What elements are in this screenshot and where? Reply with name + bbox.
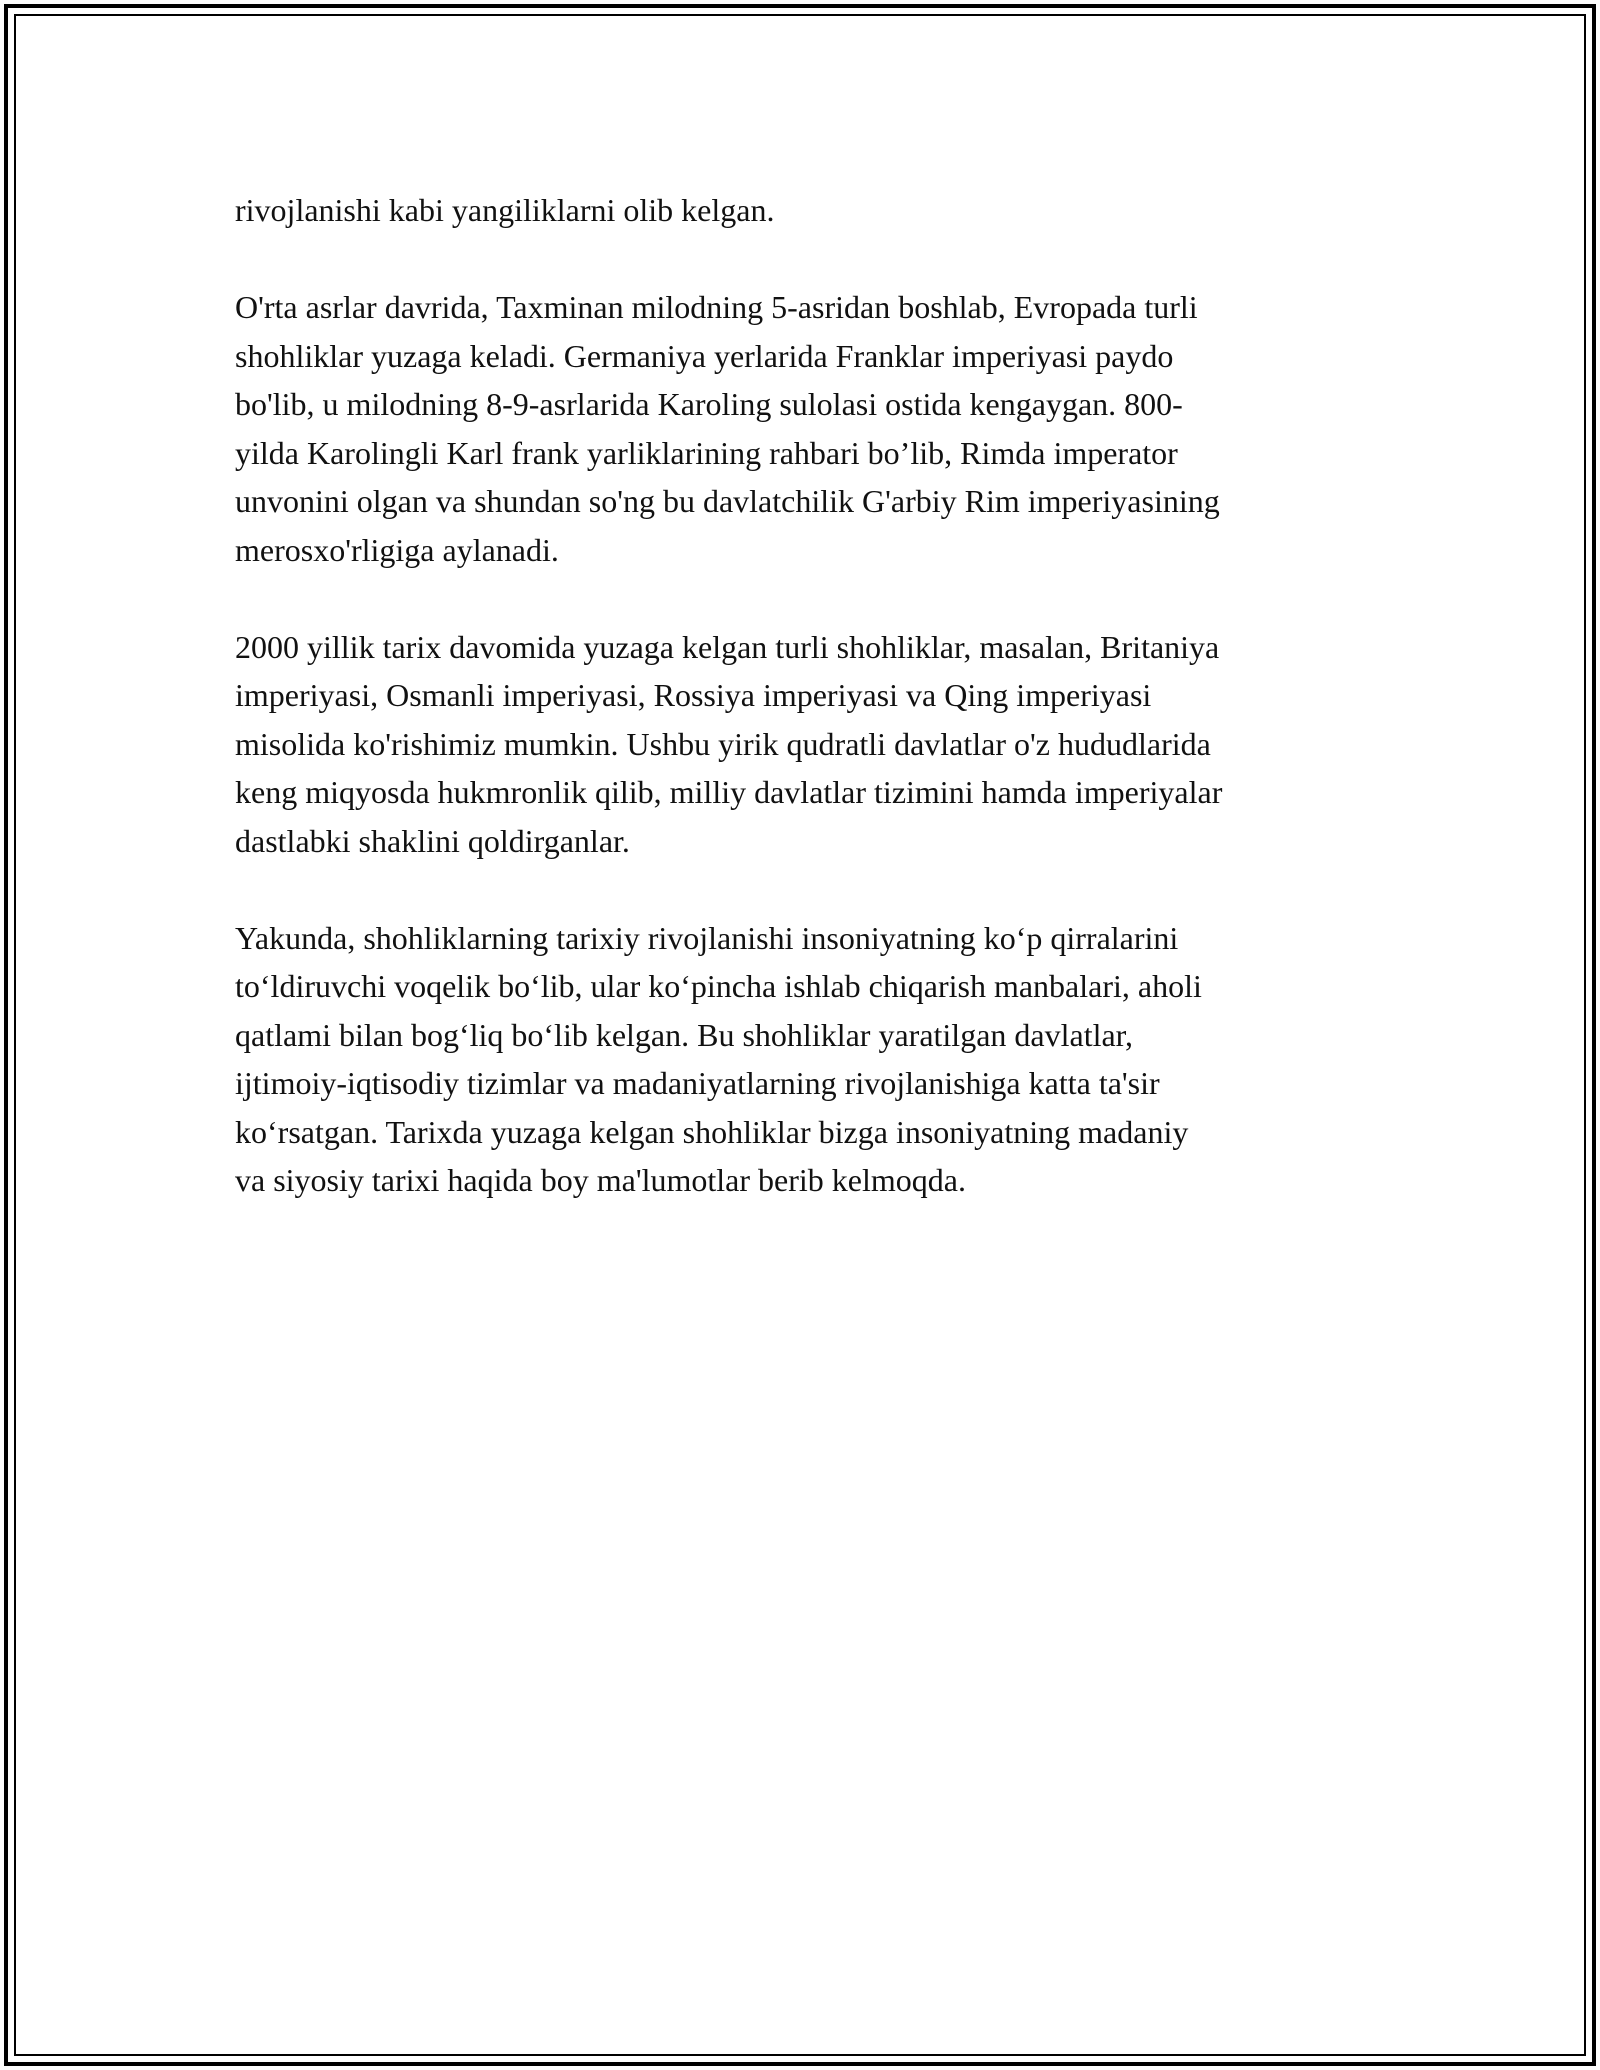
paragraph-empires: 2000 yillik tarix davomida yuzaga kelgan turli shohliklar, masalan, Britaniya imperiyasi, Osmanli imperiyasi, Rossiya imperiyasi va Qing imperiyasi misolida ko'rishimiz mumkin. Ushbu yirik qudratli davlatlar o'z hududlarida keng miqyosda hukmronlik qilib, milliy davlatlar tizimini hamda imperiyalar dastlabki shaklini qoldirganlar. [235, 628, 1223, 859]
paragraph-middle-ages: O'rta asrlar davrida, Taxminan milodning 5-asridan boshlab, Evropada turli shohliklar yuzaga keladi. Germaniya yerlarida Franklar imperiyasi paydo bo'lib, u milodning 8-9-asrlarida Karoling sulolasi ostida kengaygan. 800- yilda Karolingli Karl frank yarliklarining rahbari bo’lib, Rimda imperator unvonini olgan va shundan so'ng bu davlatchilik G'arbiy Rim imperiyasining merosxo'rligiga aylanadi. [235, 289, 1220, 568]
paragraph-conclusion: Yakunda, shohliklarning tarixiy rivojlanishi insoniyatning ko‘p qirralarini to‘ldiruvchi voqelik bo‘lib, ular ko‘pincha ishlab chiqarish manbalari, aholi qatlami bilan bog‘liq bo‘lib kelgan. Bu shohliklar yaratilgan davlatlar, ijtimoiy-iqtisodiy tizimlar va madaniyatlarning rivojlanishiga katta ta'sir ko‘rsatgan. Tarixda yuzaga kelgan shohliklar bizga insoniyatning madaniy va siyosiy tarixi haqida boy ma'lumotlar berib kelmoqda. [235, 919, 1202, 1198]
paragraph-continuation: rivojlanishi kabi yangiliklarni olib kelgan. [235, 192, 775, 228]
document-body [235, 186, 1385, 1253]
